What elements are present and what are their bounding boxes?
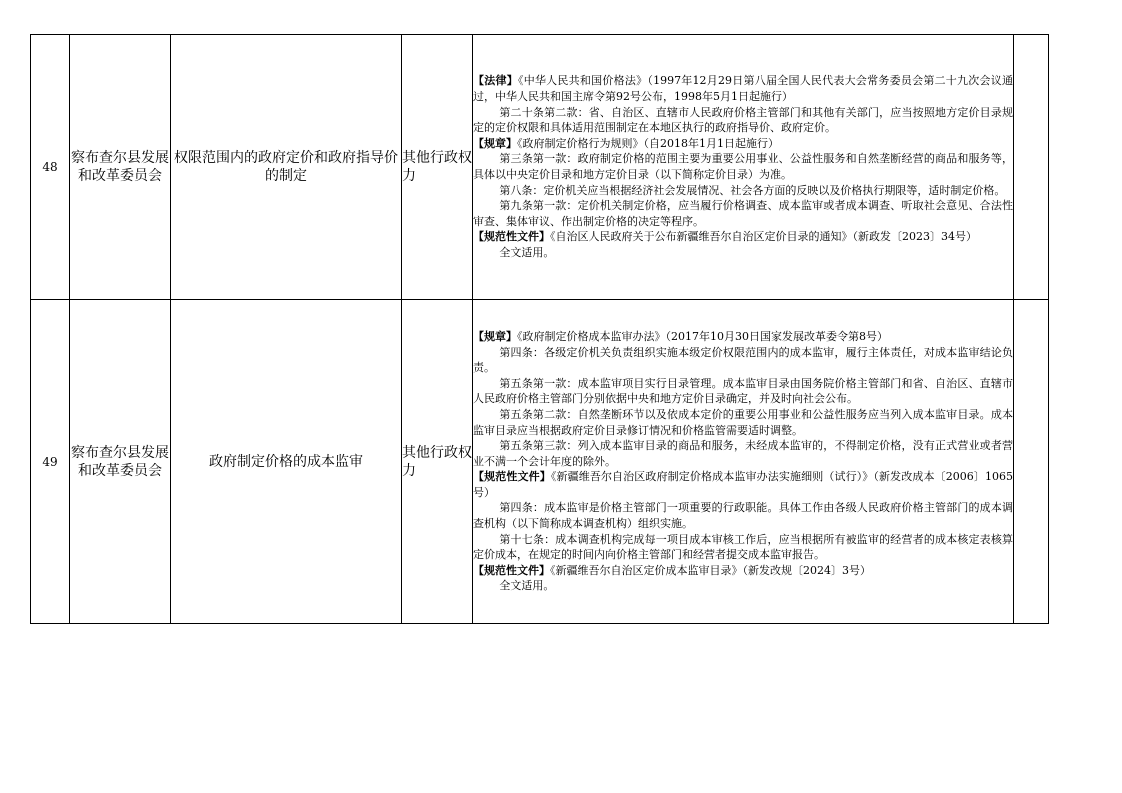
basis-document-title: 《政府制定价格行为规则》（自2018年1月1日起施行）: [517, 136, 779, 150]
legal-basis-cell: [473, 35, 1014, 300]
department-cell: 察布查尔县发展和改革委员会: [70, 35, 171, 300]
basis-category-tag: 【规范性文件】: [473, 230, 550, 244]
power-list-table: [30, 34, 1049, 624]
power-item-name: 权限范围内的政府定价和政府指导价的制定: [171, 35, 402, 300]
basis-heading: [473, 329, 1013, 345]
table-row: [31, 35, 1049, 300]
row-number: 49: [31, 300, 70, 624]
row-number: 48: [31, 35, 70, 300]
basis-heading: [473, 469, 1013, 500]
basis-document-title: 《新疆维吾尔自治区政府制定价格成本监审办法实施细则（试行）》（新发改成本〔2006〕1065号）: [473, 470, 1013, 499]
basis-category-tag: 【法律】: [473, 74, 518, 88]
basis-heading: [473, 136, 1013, 152]
basis-document-title: 《自治区人民政府关于公布新疆维吾尔自治区定价目录的通知》（新政发〔2023〕34号）: [550, 230, 977, 244]
basis-heading: [473, 563, 1013, 579]
basis-clause: 第二十条第二款：省、自治区、直辖市人民政府价格主管部门和其他有关部门，应当按照地方定价目录规定的定价权限和具体适用范围制定在本地区执行的政府指导价、政府定价。: [473, 105, 1013, 135]
basis-clause: 第五条第二款：自然垄断环节以及依成本定价的重要公用事业和公益性服务应当列入成本监审目录。成本监审目录应当根据政府定价目录修订情况和价格监管需要适时调整。: [473, 407, 1013, 437]
basis-category-tag: 【规范性文件】: [473, 563, 550, 577]
basis-clause: 第三条第一款：政府制定价格的范围主要为重要公用事业、公益性服务和自然垄断经营的商品和服务等，具体以中央定价目录和地方定价目录（以下简称定价目录）为准。: [473, 152, 1013, 181]
basis-clause: 第八条：定价机关应当根据经济社会发展情况、社会各方面的反映以及价格执行期限等，适时制定价格。: [499, 183, 1006, 197]
remarks-cell: [1014, 300, 1049, 624]
basis-clause: 第五条第三款：列入成本监审目录的商品和服务，未经成本监审的，不得制定价格，没有正式营业或者营业不满一个会计年度的除外。: [473, 439, 1013, 468]
legal-basis-cell: [473, 300, 1014, 624]
basis-clause: 第四条：各级定价机关负责组织实施本级定价权限范围内的成本监审，履行主体责任，对成本监审结论负责。: [473, 345, 1013, 375]
basis-clause: 第五条第一款：成本监审项目实行目录管理。成本监审目录由国务院价格主管部门和省、自治区、直辖市人民政府价格主管部门分别依据中央和地方定价目录确定，并及时向社会公布。: [473, 376, 1013, 406]
basis-clause: 第四条：成本监审是价格主管部门一项重要的行政职能。具体工作由各级人民政府价格主管部门的成本调查机构（以下简称成本调查机构）组织实施。: [473, 501, 1013, 531]
power-item-name: 政府制定价格的成本监审: [171, 300, 402, 624]
basis-clause: 第十七条：成本调查机构完成每一项目成本审核工作后，应当根据所有被监审的经营者的成本核定表核算定价成本，在规定的时间内向价格主管部门和经营者提交成本监审报告。: [473, 532, 1013, 562]
basis-clause: 第九条第一款：定价机关制定价格，应当履行价格调查、成本监审或者成本调查、听取社会意见、合法性审查、集体审议、作出制定价格的决定等程序。: [473, 199, 1013, 228]
basis-clause: 全文适用。: [499, 579, 555, 593]
basis-document-title: 《中华人民共和国价格法》（1997年12月29日第八届全国人民代表大会常务委员会第二十九次会议通过，中华人民共和国主席令第92号公布，1998年5月1日起施行）: [473, 74, 1013, 104]
basis-document-title: 《新疆维吾尔自治区定价成本监审目录》（新发改规〔2024〕3号）: [550, 563, 871, 577]
power-type: 其他行政权力: [402, 35, 473, 300]
remarks-cell: [1014, 35, 1049, 300]
basis-category-tag: 【规章】: [473, 329, 517, 343]
basis-clause: 全文适用。: [499, 245, 555, 259]
basis-document-title: 《政府制定价格成本监审办法》（2017年10月30日国家发展改革委令第8号）: [517, 329, 888, 343]
basis-heading: [473, 229, 1013, 245]
legal-basis-list: [473, 73, 1013, 260]
legal-basis-list: [473, 329, 1013, 594]
basis-heading: [473, 73, 1013, 104]
basis-category-tag: 【规范性文件】: [473, 470, 551, 484]
power-type: 其他行政权力: [402, 300, 473, 624]
department-cell: 察布查尔县发展和改革委员会: [70, 300, 171, 624]
table-row: [31, 300, 1049, 624]
basis-category-tag: 【规章】: [473, 136, 517, 150]
